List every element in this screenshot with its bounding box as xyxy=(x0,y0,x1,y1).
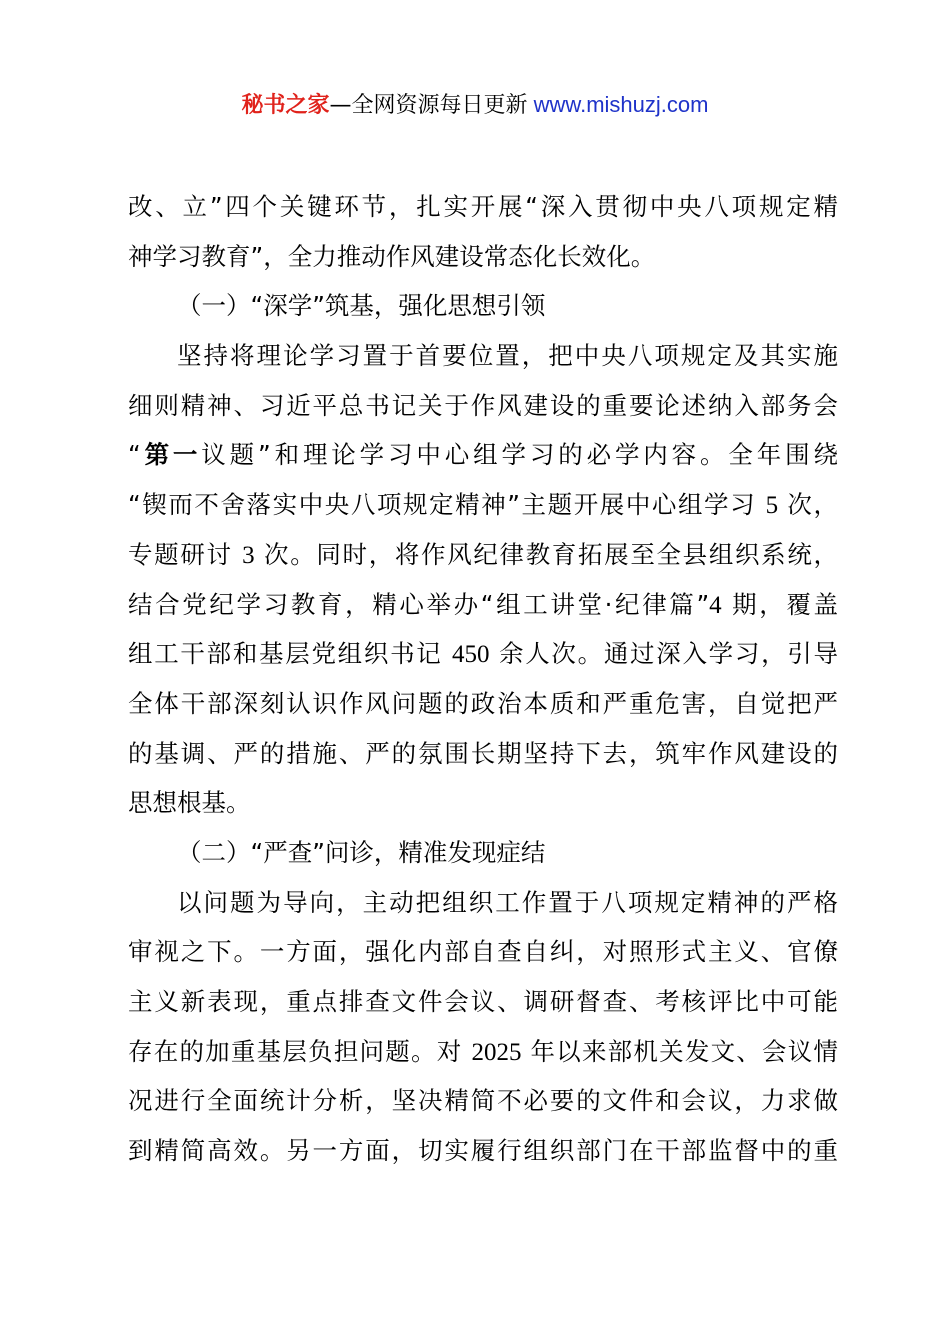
paragraph-line: “锲而不舍落实中央八项规定精神”主题开展中心组学习 5 次， xyxy=(128,490,838,520)
numeral: 3 xyxy=(242,541,255,569)
numeral: 450 xyxy=(452,641,490,669)
paragraph-line: 以问题为导向，主动把组织工作置于八项规定精神的严格 xyxy=(177,887,838,917)
paragraph-line: 结合党纪学习教育，精心举办“组工讲堂·纪律篇”4 期，覆盖 xyxy=(128,589,839,619)
site-brand: 秘书之家 xyxy=(241,93,330,118)
section-heading-1: （一）“深学”筑基，强化思想引领 xyxy=(177,291,546,321)
document-body xyxy=(128,182,838,1176)
site-header xyxy=(0,88,950,123)
paragraph-line: 况进行全面统计分析，坚决精简不必要的文件和会议，力求做 xyxy=(128,1086,838,1116)
site-slogan: —全网资源每日更新 xyxy=(329,93,528,118)
paragraph-line: 全体干部深刻认识作风问题的政治本质和严重危害，自觉把严 xyxy=(128,688,838,718)
paragraph-line: 审视之下。一方面，强化内部自查自纠，对照形式主义、官僚 xyxy=(128,937,838,967)
paragraph-line: 神学习教育”，全力推动作风建设常态化长效化。 xyxy=(128,241,656,271)
paragraph-line: 的基调、严的措施、严的氛围长期坚持下去，筑牢作风建设的 xyxy=(128,738,838,768)
site-url-link[interactable]: www.mishuzj.com xyxy=(527,92,709,117)
numeral: 5 xyxy=(765,492,779,520)
open-quote: “ xyxy=(128,440,141,470)
paragraph-line: 存在的加重基层负担问题。对 2025 年以来部机关发文、会议情 xyxy=(128,1036,838,1066)
paragraph-line: 思想根基。 xyxy=(128,788,251,818)
section-heading-2: （二）“严查”问诊，精准发现症结 xyxy=(177,837,546,867)
bold-phrase: 第一 xyxy=(140,440,202,470)
paragraph-line: 坚持将理论学习置于首要位置，把中央八项规定及其实施 xyxy=(177,341,838,371)
paragraph-line: 组工干部和基层党组织书记 450 余人次。通过深入学习，引导 xyxy=(128,639,838,669)
numeral: 2025 xyxy=(471,1038,522,1066)
paragraph-line: 主义新表现，重点排查文件会议、调研督查、考核评比中可能 xyxy=(128,987,838,1016)
paragraph-line: 到精简高效。另一方面，切实履行组织部门在干部监督中的重 xyxy=(128,1136,838,1166)
numeral: 4 xyxy=(709,591,722,619)
paragraph-line: 细则精神、习近平总书记关于作风建设的重要论述纳入部务会 xyxy=(128,390,838,420)
paragraph-line: 专题研讨 3 次。同时，将作风纪律教育拓展至全县组织系统， xyxy=(128,539,838,569)
line-rest: 议题”和理论学习中心组学习的必学内容。全年围绕 xyxy=(201,440,838,470)
paragraph-line: 改、立”四个关键环节，扎实开展“深入贯彻中央八项规定精 xyxy=(128,192,838,221)
paragraph-line-with-bold xyxy=(128,430,838,480)
